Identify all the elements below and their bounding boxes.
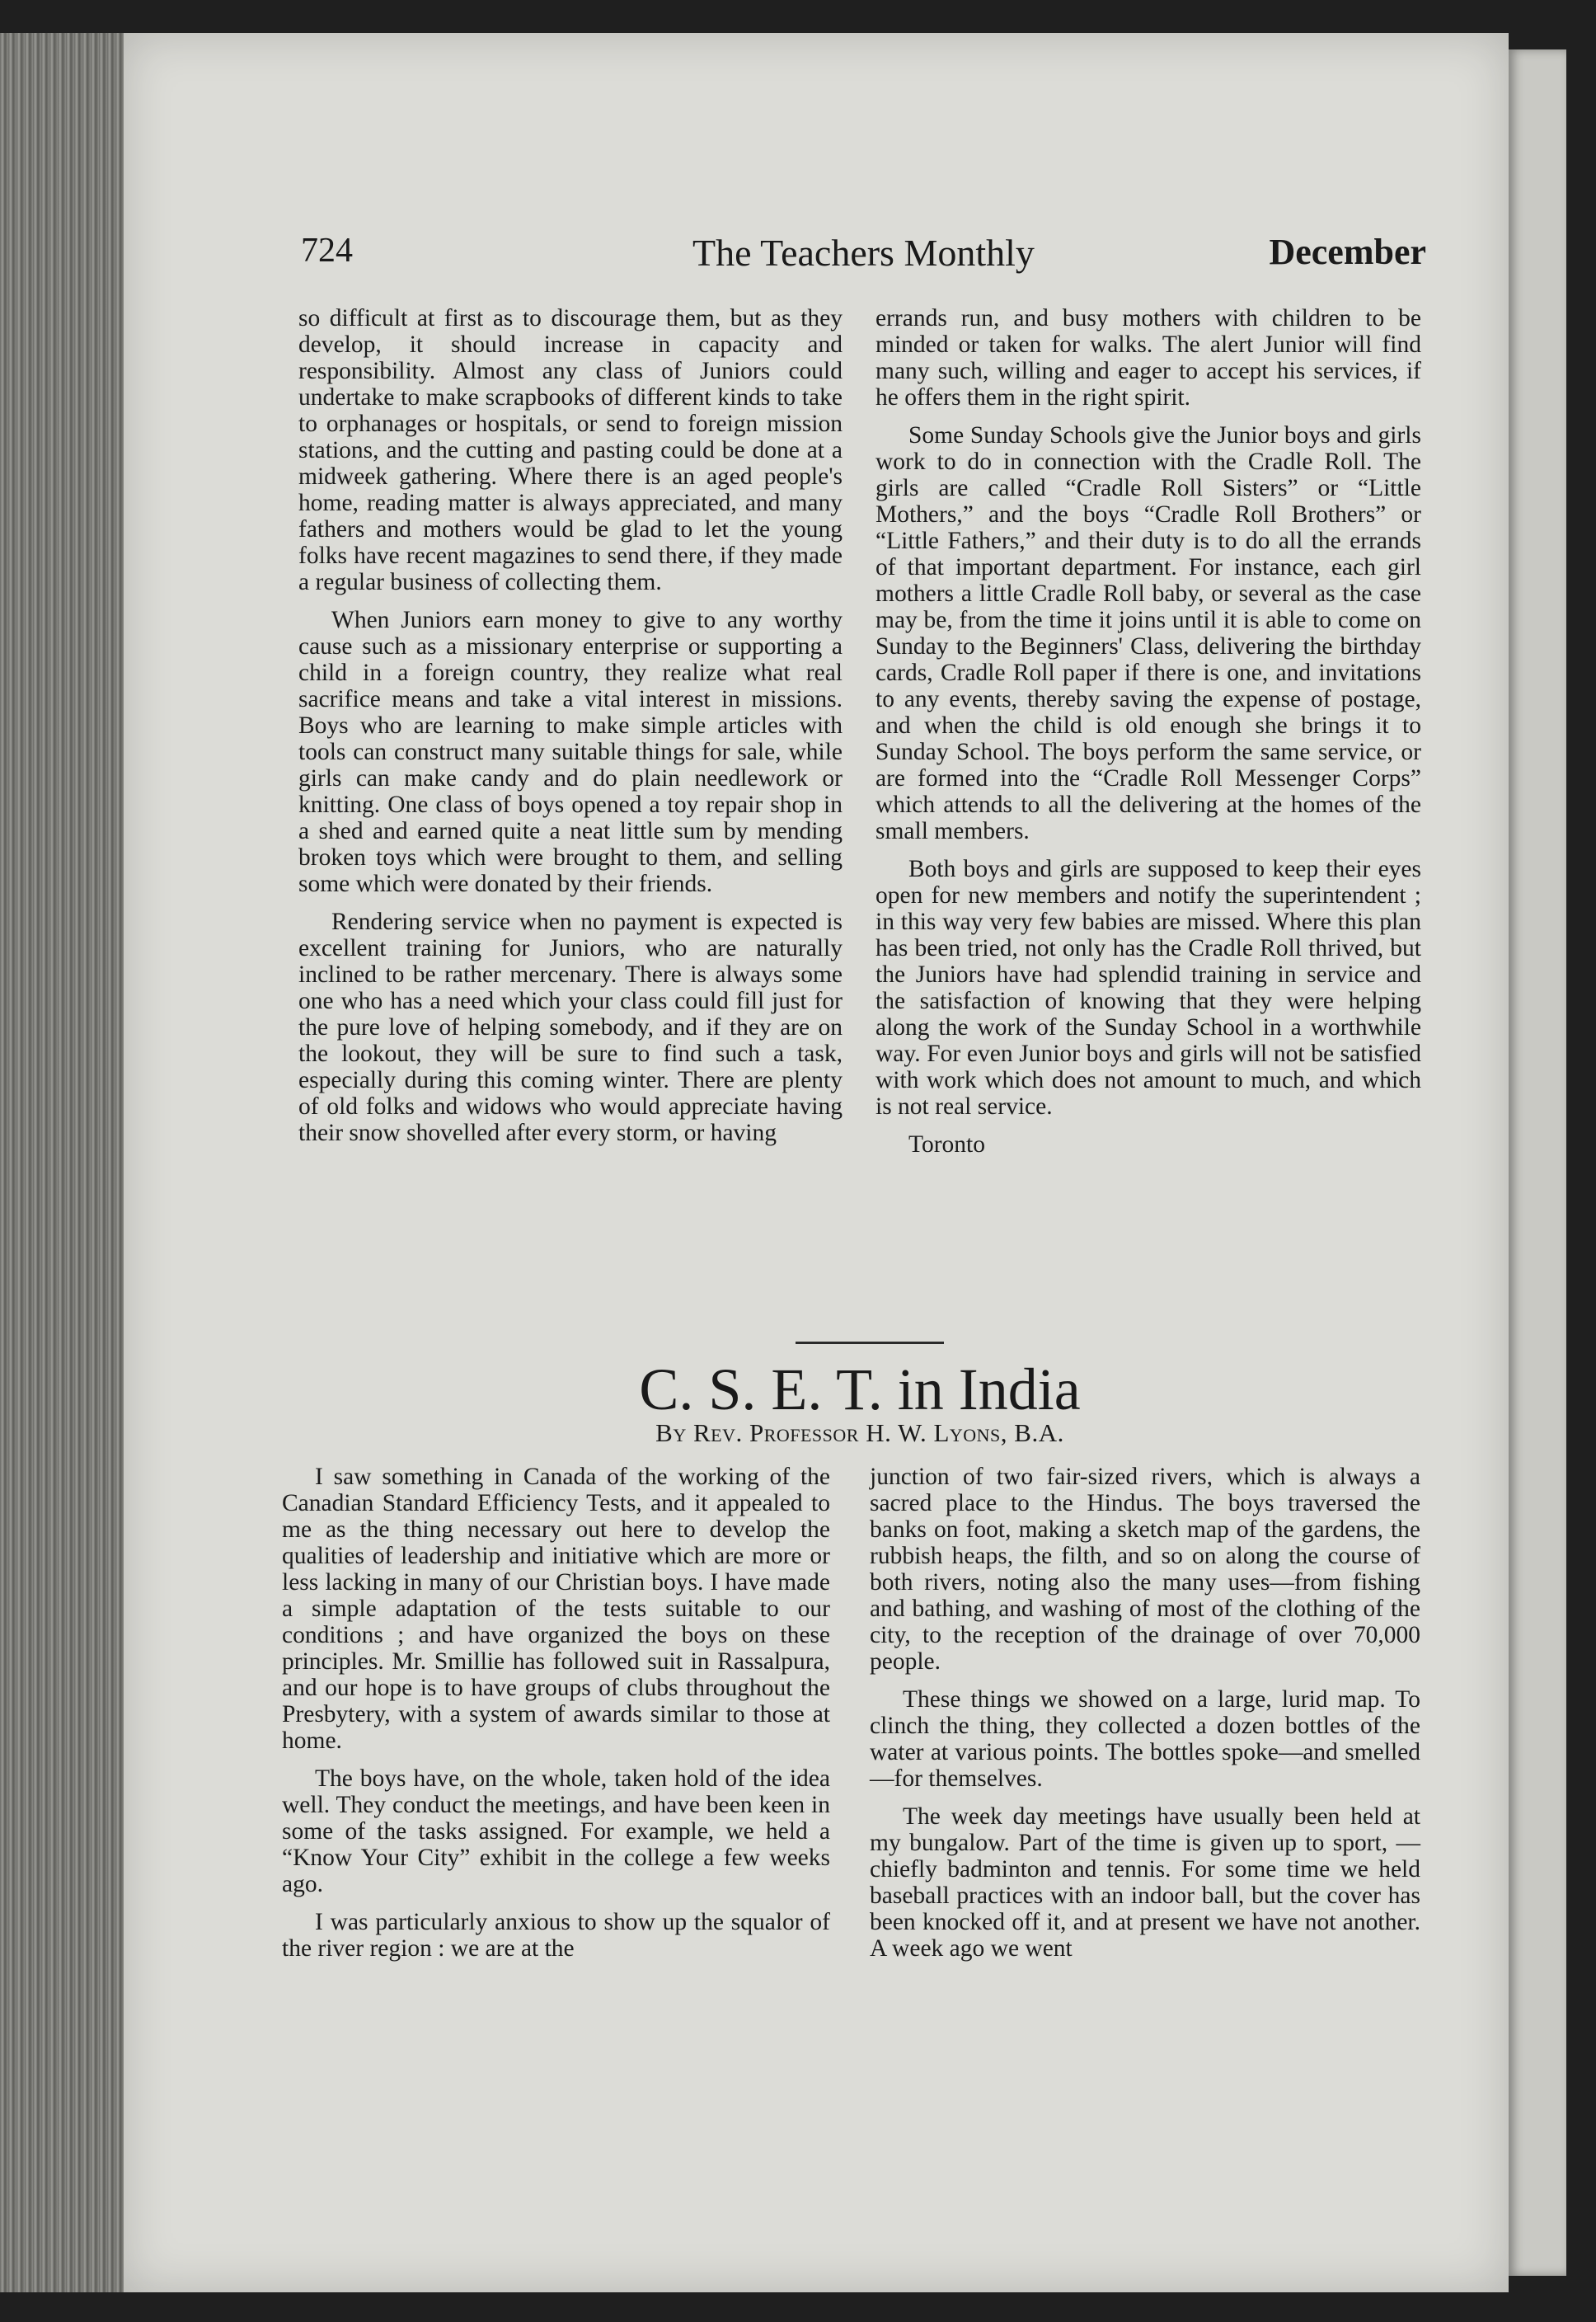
section-divider (796, 1342, 944, 1344)
article-byline: By Rev. Professor H. W. Lyons, B.A. (655, 1418, 1064, 1447)
paragraph: I saw something in Canada of the working of the Canadian Standard Efficiency Tests, and it appealed to me as the thing necessary out here to develop the qualities of leadership and initiative which are more or less lacking in many of our Christian boys. I have made a simple adaptation of the tests suitable to our conditions ; and have organized the boys on these principles. Mr. Smillie has followed suit in Rassalpura, and our hope is to have groups of clubs throughout the Presbytery, with a system of awards similar to those at home. (282, 1464, 830, 1754)
issue-month: December (1269, 232, 1426, 272)
paragraph: junction of two fair-sized rivers, which is always a sacred place to the Hindus. The boys traversed the banks on foot, making a sketch map of the gardens, the rubbish heaps, the filth, and so on along the course of both rivers, noting also the many uses—from fishing and bathing, and washing of most of the clothing of the city, to the reception of the drainage of over 70,000 people. (870, 1464, 1420, 1675)
paragraph: The week day meetings have usually been held at my bungalow. Part of the time is given up to sport, —chiefly badminton and tennis. For some time we held baseball practices with an indoor ball, but the cover has been knocked off it, and at present we have not another. A week ago we went (870, 1803, 1420, 1962)
paragraph: I was particularly anxious to show up the squalor of the river region : we are at the (282, 1909, 830, 1962)
paragraph: Some Sunday Schools give the Junior boys and girls work to do in connection with the Cradle Roll. The girls are called “Cradle Roll Sisters” or “Little Mothers,” and the boys “Cradle Roll Brothers” or “Little Fathers,” and their duty is to do all the errands of that important department. For instance, each girl mothers a little Cradle Roll baby, or several as the case may be, from the time it joins until it is able to come on Sunday to the Beginners' Class, delivering the birthday cards, Cradle Roll paper if there is one, and invitations to any events, thereby saving the expense of postage, and when the child is old enough she brings it to Sunday School. The boys perform the same service, or are formed into the “Cradle Roll Messenger Corps” which attends to all the delivering at the homes of the small members. (875, 422, 1421, 844)
paragraph: Both boys and girls are supposed to keep their eyes open for new members and notify the superintendent ; in this way very few babies are missed. Where this plan has been tried, not only has the Cradle Roll thrived, but the Juniors have had splendid training in service and the satisfaction of knowing that they were helping along the work of the Sunday School in a worthwhile way. For even Junior boys and girls will not be satisfied with work which does not amount to much, and which is not real service. (875, 856, 1421, 1120)
article-right-column (870, 1464, 1420, 1973)
article-signature: Toronto (908, 1131, 985, 1158)
paragraph: These things we showed on a large, lurid map. To clinch the thing, they collected a dozen bottles of the water at various points. The bottles spoke—and smelled—for themselves. (870, 1686, 1420, 1792)
article-left-column (282, 1464, 830, 1973)
paragraph: errands run, and busy mothers with children to be minded or taken for walks. The alert Junior will find many such, willing and eager to accept his services, if he offers them in the right spirit. (875, 305, 1421, 411)
journal-title: The Teachers Monthly (692, 232, 1035, 274)
article-title: C. S. E. T. in India (639, 1356, 1081, 1422)
paragraph: The boys have, on the whole, taken hold of the idea well. They conduct the meetings, and have been keen in some of the tasks assigned. For example, we held a “Know Your City” exhibit in the college a few weeks ago. (282, 1765, 830, 1897)
paragraph: When Juniors earn money to give to any worthy cause such as a missionary enterprise or supporting a child in a foreign country, they realize what real sacrifice means and take a vital interest in missions. Boys who are learning to make simple articles with tools can construct many suitable things for sale, while girls can make candy and do plain needlework or knitting. One class of boys opened a toy repair shop in a shed and earned quite a neat little sum by mending broken toys which were brought to them, and selling some which were donated by their friends. (298, 607, 843, 897)
paragraph: so difficult at first as to discourage them, but as they develop, it should increase in capacity and responsibility. Almost any class of Juniors could undertake to make scrapbooks of different kinds to take to orphanages or hospitals, or send to foreign mission stations, and the cutting and pasting could be done at a midweek gathering. Where there is an aged people's home, reading matter is always appreciated, and many fathers and mothers would be glad to let the young folks have recent magazines to send there, if they made a regular business of collecting them. (298, 305, 843, 595)
top-left-column (298, 305, 843, 1158)
running-header (181, 231, 1426, 289)
paragraph: Rendering service when no payment is expected is excellent training for Juniors, who are naturally inclined to be rather mercenary. There is always some one who has a need which your class could fill just for the pure love of helping somebody, and if they are on the lookout, they will be sure to find such a task, especially during this coming winter. There are plenty of old folks and widows who would appreciate having their snow shovelled after every storm, or having (298, 909, 843, 1146)
book-page-edges (0, 33, 124, 2292)
facing-page-edge (1509, 49, 1566, 2276)
page-number: 724 (301, 232, 353, 270)
top-right-column (875, 305, 1421, 1169)
